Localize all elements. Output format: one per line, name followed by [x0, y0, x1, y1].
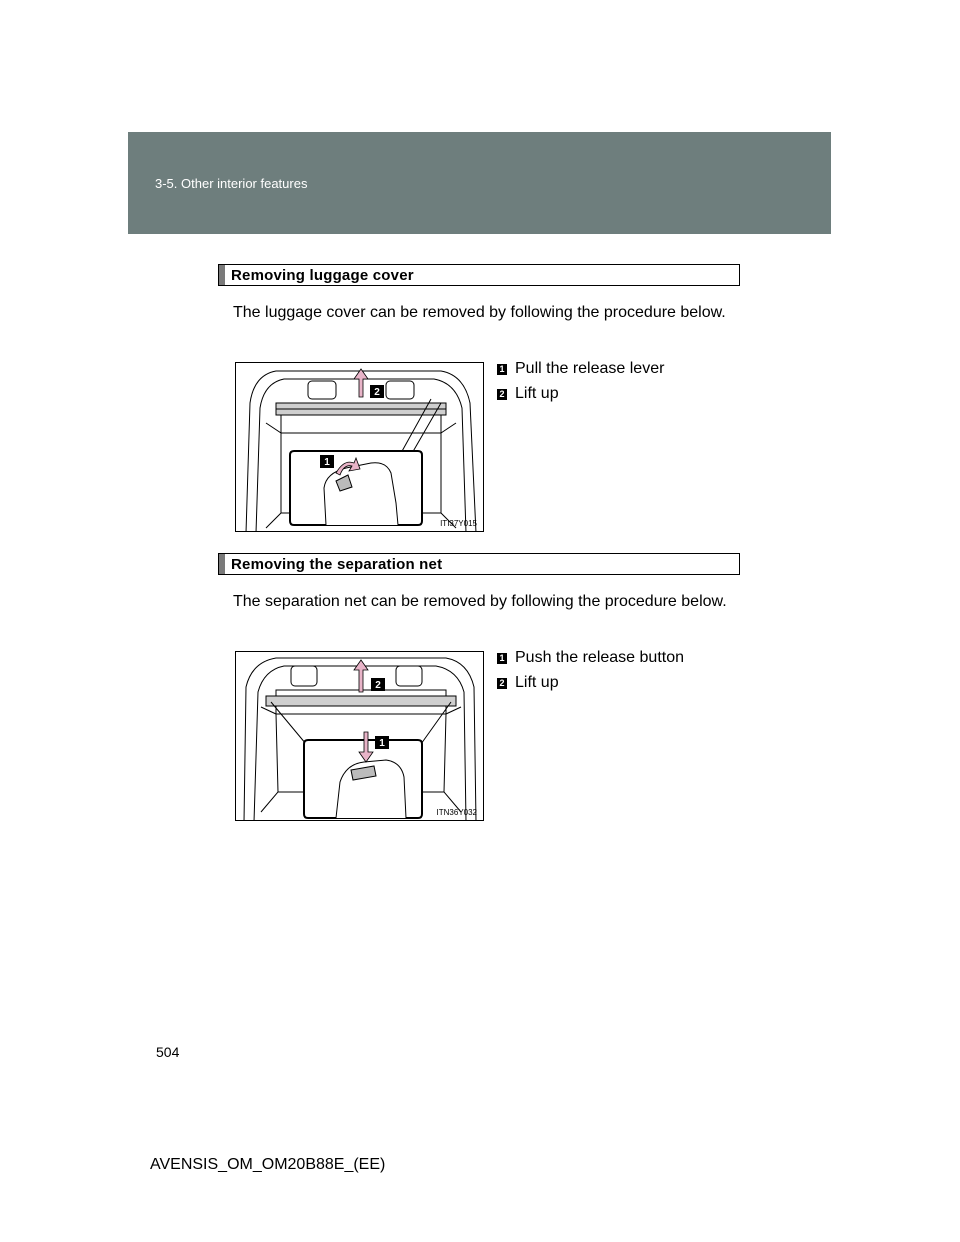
callout-2: 2 [374, 387, 380, 398]
section-heading-separation-net [218, 553, 740, 575]
callout-2: 2 [375, 680, 381, 691]
page-number: 504 [156, 1044, 180, 1060]
heading-bar [219, 554, 225, 574]
figure-code: ITI37Y015 [440, 519, 477, 528]
figure-code: ITN36Y032 [436, 808, 477, 817]
step-label: Lift up [515, 674, 559, 691]
step-number-badge: 1 [497, 364, 507, 375]
step-label: Push the release button [515, 649, 685, 666]
callout-1: 1 [324, 457, 330, 468]
step-label: Pull the release lever [515, 360, 665, 377]
illustration-separation-net [236, 652, 484, 821]
step-1 [497, 648, 684, 668]
section-heading-luggage-cover [218, 264, 740, 286]
body-text-separation-net: The separation net can be removed by following the procedure below. [233, 593, 727, 610]
figure-luggage-cover [235, 362, 484, 532]
heading-title: Removing the separation net [231, 556, 443, 573]
heading-title: Removing luggage cover [231, 267, 414, 284]
step-2 [497, 673, 559, 693]
step-label: Lift up [515, 385, 559, 402]
figure-separation-net [235, 651, 484, 821]
footer-code: AVENSIS_OM_OM20B88E_(EE) [150, 1156, 386, 1173]
callout-1: 1 [379, 738, 385, 749]
step-2 [497, 384, 559, 404]
step-number-badge: 1 [497, 653, 507, 664]
step-1 [497, 359, 664, 379]
step-number-badge: 2 [497, 389, 507, 400]
illustration-luggage-cover [236, 363, 484, 532]
heading-bar [219, 265, 225, 285]
body-text-luggage-cover: The luggage cover can be removed by following the procedure below. [233, 304, 726, 321]
section-label: 3-5. Other interior features [155, 176, 308, 191]
step-number-badge: 2 [497, 678, 507, 689]
header-band [128, 132, 831, 234]
